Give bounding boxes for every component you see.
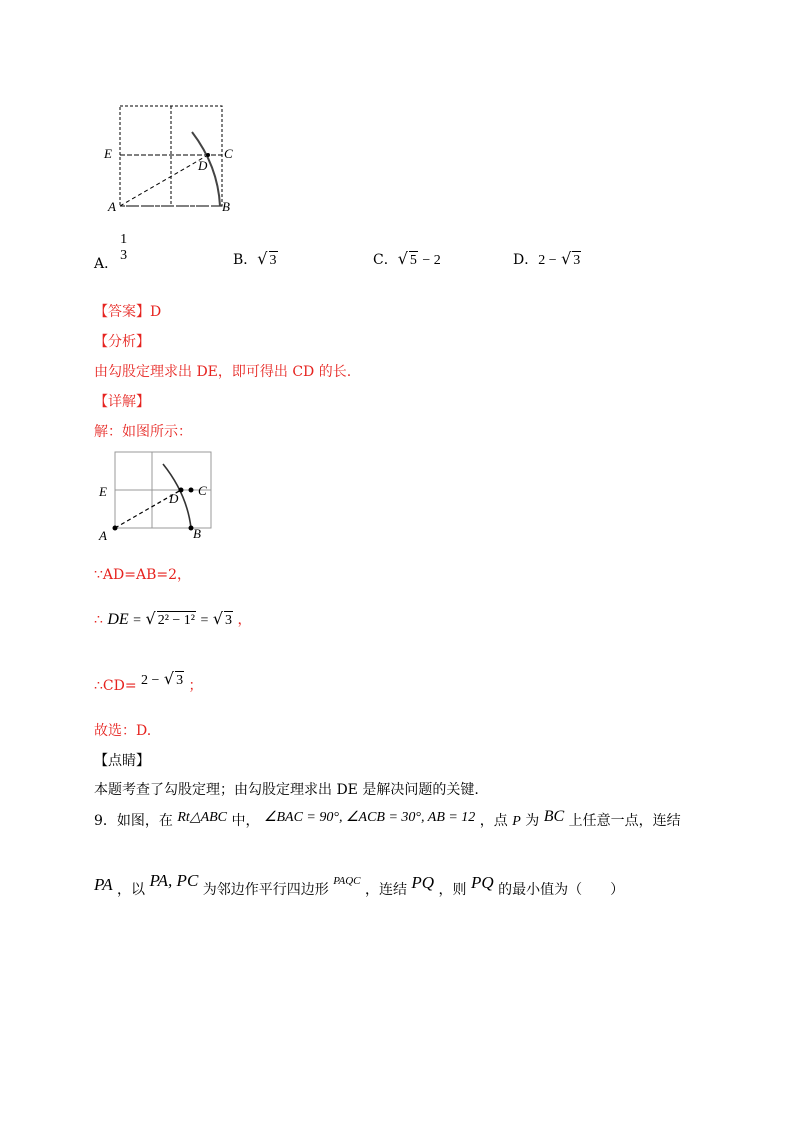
label-A: A [108, 199, 116, 214]
step-2: ∴ DE = √ 2² − 1² = √ 3 ， [94, 609, 252, 628]
label-E: E [104, 146, 112, 161]
label2-E: E [99, 484, 107, 499]
analysis-text: 由勾股定理求出 DE，即可得出 CD 的长. [94, 364, 352, 380]
option-d: D．2 − √ 3 [513, 249, 581, 268]
point2-C [189, 488, 194, 493]
option-c: C．√ 5 − 2 [373, 249, 441, 268]
label-B: B [222, 199, 230, 214]
fraction-one-third: 1 3 [120, 232, 128, 263]
label2-B: B [193, 526, 201, 541]
analysis-tag: 【分析】 [94, 334, 150, 350]
step-4: 故选：D. [94, 723, 152, 739]
detail-intro: 解：如图所示： [94, 424, 192, 440]
label2-D: D [169, 491, 179, 506]
segment-AD [120, 155, 208, 206]
label-D: D [198, 158, 208, 173]
point2-D [179, 488, 184, 493]
label2-A: A [99, 528, 107, 543]
point-D [206, 153, 210, 157]
option-a: A． 1 3 [94, 232, 128, 272]
step-3: ∴CD= 2 − √ 3 ； [94, 669, 203, 694]
option-b: B．√ 3 [233, 249, 277, 268]
comment-tag: 【点睛】 [94, 753, 150, 769]
question-9-line-2: PA ，以 PA, PC 为邻边作平行四边形 $^{PAQC}$ ，连结 PQ ，则 PQ 的最小值为（ ） [94, 871, 625, 898]
label2-C: C [198, 483, 207, 498]
question-9-line-1: 9．如图，在 Rt△ABC 中， ∠BAC = 90°, ∠ACB = 30°, AB = 12 ，点 P 为 BC 上任意一点，连结 [94, 808, 681, 829]
label-C: C [224, 146, 233, 161]
detail-tag: 【详解】 [94, 394, 150, 410]
step-1: ∵AD=AB=2， [94, 567, 192, 583]
point2-A [113, 526, 118, 531]
comment-text: 本题考查了勾股定理；由勾股定理求出 DE 是解决问题的关键. [94, 782, 479, 798]
figure-grid-1 [100, 98, 250, 218]
answer-line: 【答案】D [94, 304, 162, 320]
figure-grid-2 [95, 444, 225, 544]
